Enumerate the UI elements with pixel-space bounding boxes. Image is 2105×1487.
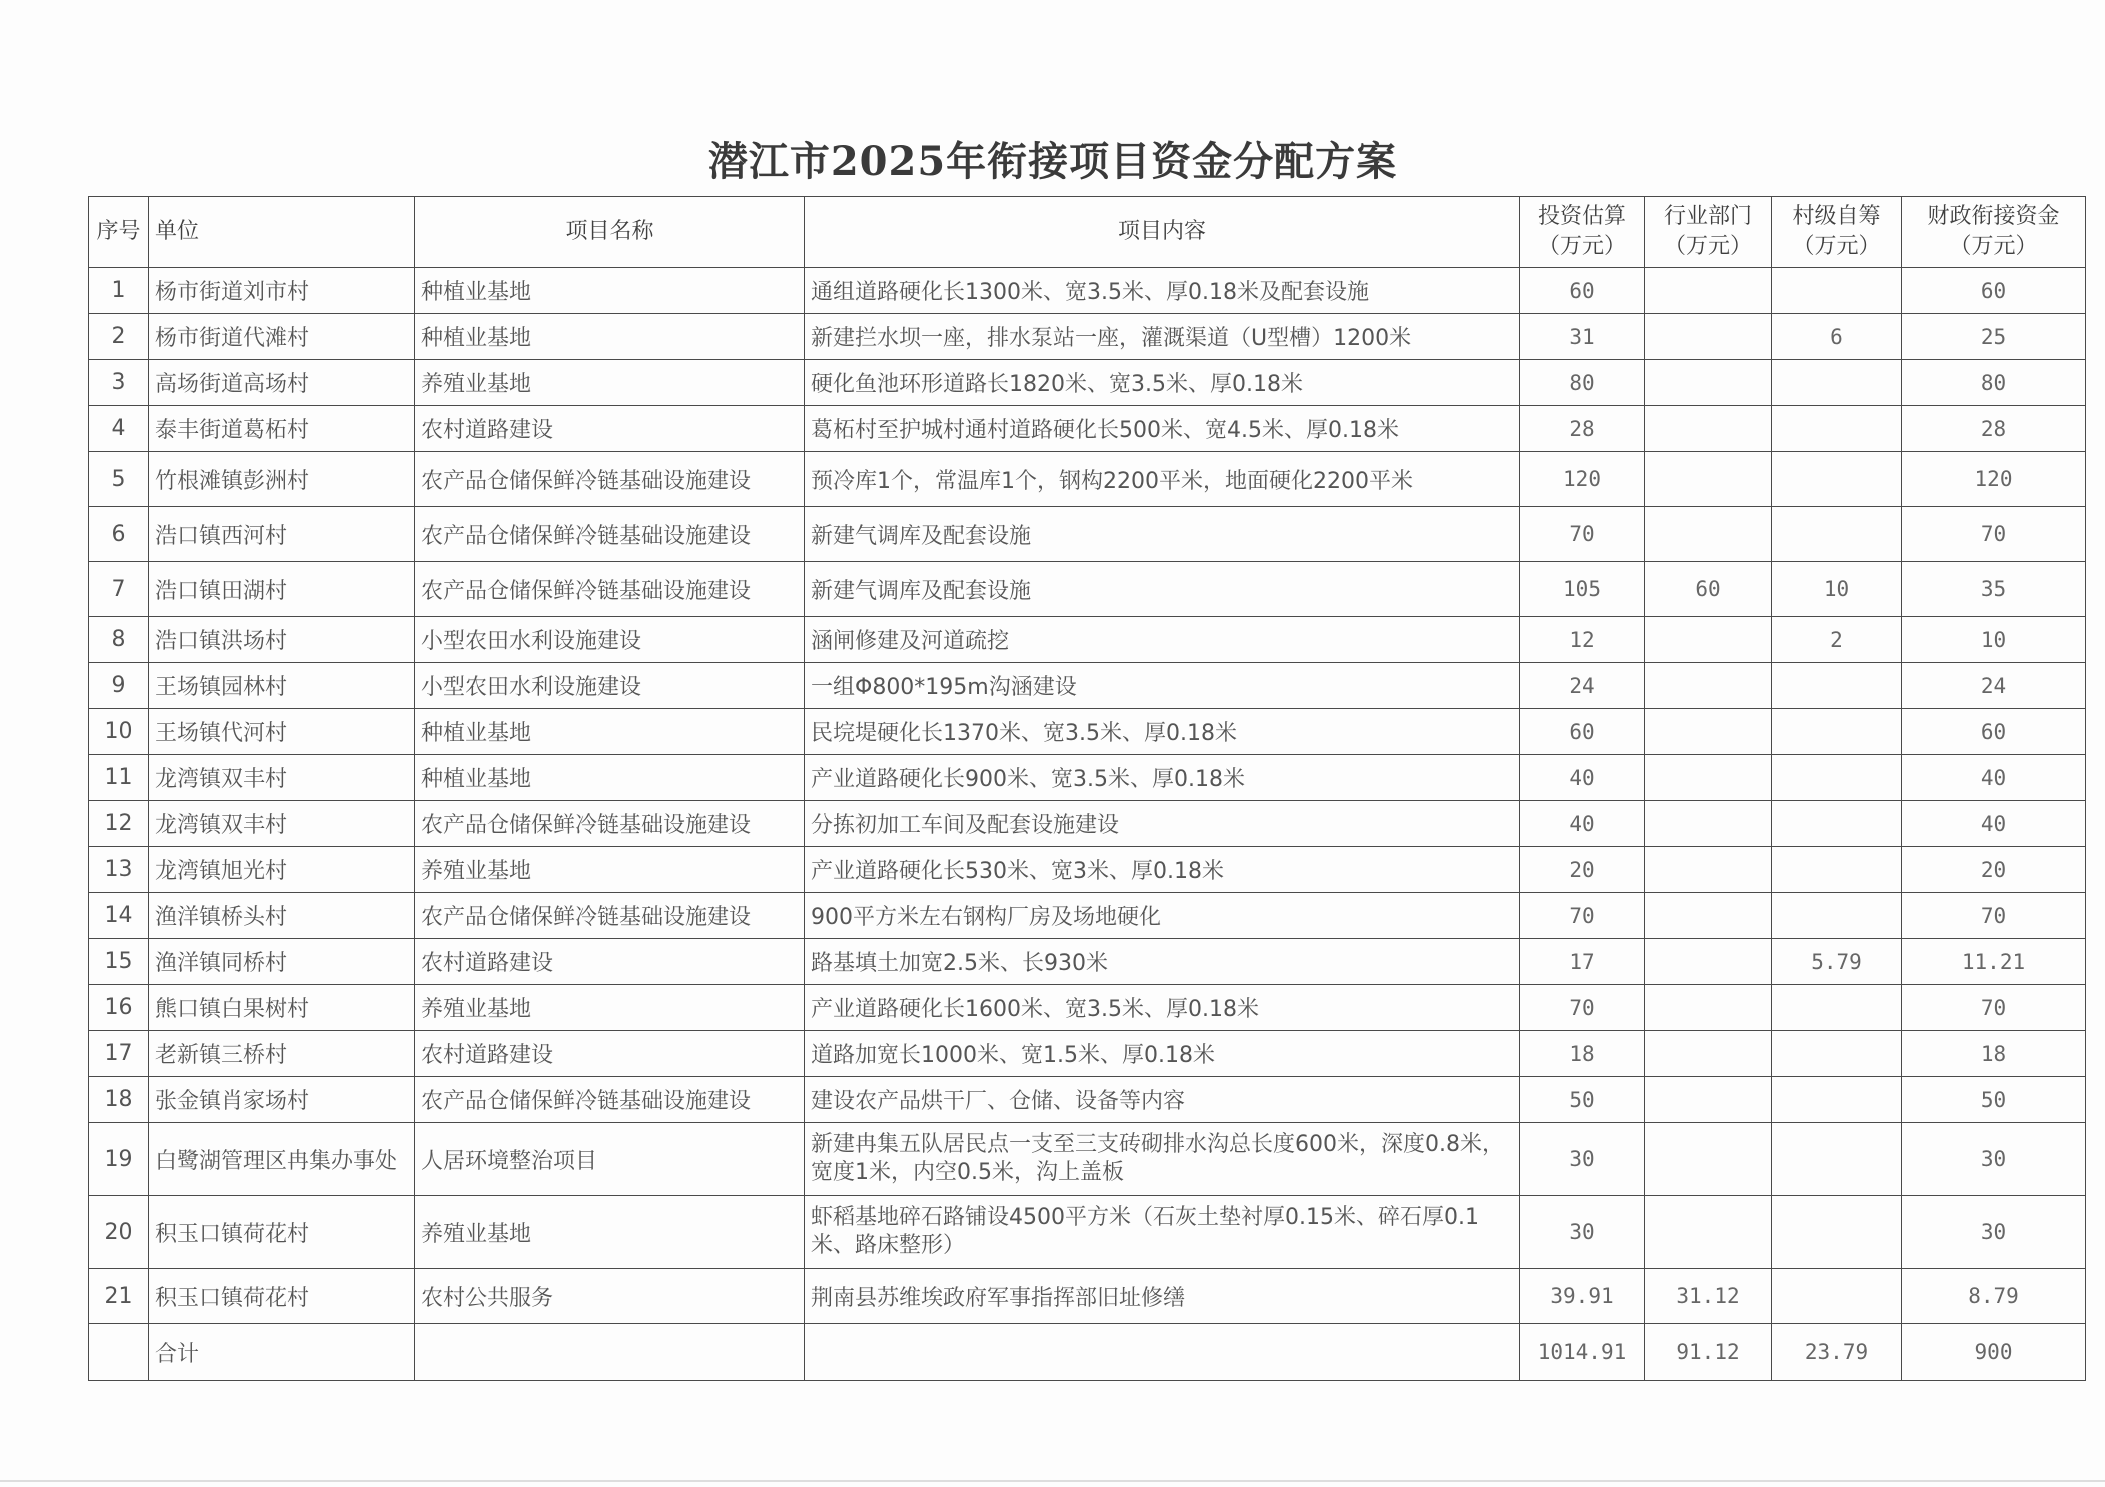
cell-index: 15 [89, 939, 149, 985]
header-unit: 单位 [149, 197, 415, 268]
cell-unit: 王场镇园林村 [149, 663, 415, 709]
cell-investment: 18 [1520, 1031, 1645, 1077]
cell-industry [1645, 268, 1772, 314]
cell-index: 21 [89, 1269, 149, 1324]
cell-index: 7 [89, 562, 149, 617]
header-investment-text: 投资估算 （万元） [1537, 204, 1626, 259]
cell-content: 900平方米左右钢构厂房及场地硬化 [805, 893, 1520, 939]
cell-content: 预冷库1个，常温库1个，钢构2200平米，地面硬化2200平米 [805, 452, 1520, 507]
cell-content: 产业道路硬化长530米、宽3米、厚0.18米 [805, 847, 1520, 893]
cell-fiscal: 70 [1902, 893, 2086, 939]
cell-index: 3 [89, 360, 149, 406]
cell-index: 11 [89, 755, 149, 801]
cell-fiscal: 11.21 [1902, 939, 2086, 985]
cell-fiscal: 20 [1902, 847, 2086, 893]
table-row [89, 360, 2086, 406]
cell-unit: 熊口镇白果树村 [149, 985, 415, 1031]
cell-industry [1645, 617, 1772, 663]
cell-industry [1645, 893, 1772, 939]
cell-investment: 105 [1520, 562, 1645, 617]
cell-unit: 浩口镇洪场村 [149, 617, 415, 663]
cell-industry [1645, 663, 1772, 709]
cell-industry [1645, 314, 1772, 360]
cell-fiscal: 30 [1902, 1123, 2086, 1196]
cell-index: 20 [89, 1196, 149, 1269]
cell-investment: 60 [1520, 268, 1645, 314]
cell-fiscal: 70 [1902, 985, 2086, 1031]
cell-fiscal: 24 [1902, 663, 2086, 709]
table-row [89, 406, 2086, 452]
cell-village [1772, 452, 1902, 507]
cell-project-name: 农产品仓储保鲜冷链基础设施建设 [415, 507, 805, 562]
cell-village [1772, 360, 1902, 406]
cell-fiscal: 60 [1902, 268, 2086, 314]
cell-project-name: 种植业基地 [415, 268, 805, 314]
cell-industry [1645, 939, 1772, 985]
cell-content: 新建拦水坝一座，排水泵站一座，灌溉渠道（U型槽）1200米 [805, 314, 1520, 360]
cell-village [1772, 406, 1902, 452]
table-row [89, 1196, 2086, 1269]
cell-fiscal: 50 [1902, 1077, 2086, 1123]
table-row [89, 663, 2086, 709]
table-header-row [89, 197, 2086, 268]
header-fiscal [1902, 197, 2086, 268]
cell-project-name: 农村道路建设 [415, 1031, 805, 1077]
table-row [89, 268, 2086, 314]
table-row [89, 314, 2086, 360]
cell-industry [1645, 406, 1772, 452]
cell-project-name: 人居环境整治项目 [415, 1123, 805, 1196]
table-row [89, 893, 2086, 939]
cell-content: 产业道路硬化长900米、宽3.5米、厚0.18米 [805, 755, 1520, 801]
cell-content: 葛柘村至护城村通村道路硬化长500米、宽4.5米、厚0.18米 [805, 406, 1520, 452]
cell-unit: 积玉口镇荷花村 [149, 1269, 415, 1324]
cell-investment: 70 [1520, 507, 1645, 562]
cell-village [1772, 1123, 1902, 1196]
header-investment [1520, 197, 1645, 268]
cell-village: 6 [1772, 314, 1902, 360]
cell-industry [1645, 452, 1772, 507]
cell-investment: 30 [1520, 1196, 1645, 1269]
cell-project-name: 农产品仓储保鲜冷链基础设施建设 [415, 452, 805, 507]
cell-project-name: 农村道路建设 [415, 939, 805, 985]
cell-project-name: 小型农田水利设施建设 [415, 663, 805, 709]
cell-village [1772, 801, 1902, 847]
cell-unit: 积玉口镇荷花村 [149, 1196, 415, 1269]
cell-fiscal: 8.79 [1902, 1269, 2086, 1324]
cell-index: 8 [89, 617, 149, 663]
cell-village [1772, 507, 1902, 562]
cell-index: 18 [89, 1077, 149, 1123]
cell-index: 12 [89, 801, 149, 847]
cell-fiscal: 30 [1902, 1196, 2086, 1269]
cell-investment: 40 [1520, 801, 1645, 847]
cell-index: 4 [89, 406, 149, 452]
cell-project-name: 小型农田水利设施建设 [415, 617, 805, 663]
cell-content: 分拣初加工车间及配套设施建设 [805, 801, 1520, 847]
cell-industry [1645, 360, 1772, 406]
cell-fiscal: 25 [1902, 314, 2086, 360]
cell-content: 新建气调库及配套设施 [805, 507, 1520, 562]
cell-investment: 28 [1520, 406, 1645, 452]
total-row [89, 1324, 2086, 1381]
header-project-name: 项目名称 [415, 197, 805, 268]
cell-content: 建设农产品烘干厂、仓储、设备等内容 [805, 1077, 1520, 1123]
table-row [89, 452, 2086, 507]
cell-unit: 龙湾镇双丰村 [149, 755, 415, 801]
cell-unit: 浩口镇田湖村 [149, 562, 415, 617]
table-row [89, 985, 2086, 1031]
header-industry [1645, 197, 1772, 268]
cell-fiscal: 18 [1902, 1031, 2086, 1077]
table-row [89, 801, 2086, 847]
cell-unit: 杨市街道代滩村 [149, 314, 415, 360]
cell-village [1772, 1031, 1902, 1077]
cell-industry [1645, 507, 1772, 562]
total-investment: 1014.91 [1520, 1324, 1645, 1381]
header-fiscal-text: 财政衔接资金 （万元） [1927, 204, 2060, 259]
cell-index: 19 [89, 1123, 149, 1196]
cell-content: 涵闸修建及河道疏挖 [805, 617, 1520, 663]
cell-village [1772, 709, 1902, 755]
cell-content: 道路加宽长1000米、宽1.5米、厚0.18米 [805, 1031, 1520, 1077]
cell-unit: 老新镇三桥村 [149, 1031, 415, 1077]
cell-index: 2 [89, 314, 149, 360]
cell-project-name-empty [415, 1324, 805, 1381]
header-industry-text: 行业部门 （万元） [1663, 204, 1752, 259]
cell-industry [1645, 1077, 1772, 1123]
cell-village [1772, 847, 1902, 893]
scan-bottom-edge [0, 1480, 2105, 1482]
table-row [89, 507, 2086, 562]
cell-industry [1645, 801, 1772, 847]
cell-investment: 50 [1520, 1077, 1645, 1123]
cell-investment: 31 [1520, 314, 1645, 360]
cell-content: 民垸堤硬化长1370米、宽3.5米、厚0.18米 [805, 709, 1520, 755]
cell-index: 17 [89, 1031, 149, 1077]
cell-index: 6 [89, 507, 149, 562]
cell-index: 16 [89, 985, 149, 1031]
cell-unit: 龙湾镇旭光村 [149, 847, 415, 893]
cell-project-name: 种植业基地 [415, 709, 805, 755]
cell-index-empty [89, 1324, 149, 1381]
cell-content: 虾稻基地碎石路铺设4500平方米（石灰土垫衬厚0.15米、碎石厚0.1米、路床整形） [805, 1196, 1520, 1269]
cell-content-empty [805, 1324, 1520, 1381]
cell-content: 新建冉集五队居民点一支至三支砖砌排水沟总长度600米，深度0.8米，宽度1米，内空0.5米，沟上盖板 [805, 1123, 1520, 1196]
cell-unit: 高场街道高场村 [149, 360, 415, 406]
cell-project-name: 农产品仓储保鲜冷链基础设施建设 [415, 562, 805, 617]
cell-investment: 120 [1520, 452, 1645, 507]
cell-index: 9 [89, 663, 149, 709]
cell-fiscal: 28 [1902, 406, 2086, 452]
header-village-text: 村级自筹 （万元） [1792, 204, 1881, 259]
cell-village [1772, 663, 1902, 709]
cell-investment: 60 [1520, 709, 1645, 755]
cell-fiscal: 10 [1902, 617, 2086, 663]
cell-content: 荆南县苏维埃政府军事指挥部旧址修缮 [805, 1269, 1520, 1324]
cell-investment: 24 [1520, 663, 1645, 709]
cell-fiscal: 70 [1902, 507, 2086, 562]
cell-investment: 80 [1520, 360, 1645, 406]
cell-content: 硬化鱼池环形道路长1820米、宽3.5米、厚0.18米 [805, 360, 1520, 406]
cell-project-name: 农产品仓储保鲜冷链基础设施建设 [415, 893, 805, 939]
cell-unit: 竹根滩镇彭洲村 [149, 452, 415, 507]
cell-industry [1645, 1031, 1772, 1077]
cell-industry [1645, 709, 1772, 755]
cell-village: 5.79 [1772, 939, 1902, 985]
table-row [89, 617, 2086, 663]
cell-fiscal: 120 [1902, 452, 2086, 507]
table-row [89, 1269, 2086, 1324]
total-fiscal: 900 [1902, 1324, 2086, 1381]
cell-content: 一组Φ800*195m沟涵建设 [805, 663, 1520, 709]
cell-unit: 泰丰街道葛柘村 [149, 406, 415, 452]
cell-village [1772, 755, 1902, 801]
cell-investment: 70 [1520, 893, 1645, 939]
cell-village [1772, 1077, 1902, 1123]
header-village [1772, 197, 1902, 268]
cell-unit: 王场镇代河村 [149, 709, 415, 755]
cell-unit: 杨市街道刘市村 [149, 268, 415, 314]
cell-unit: 渔洋镇桥头村 [149, 893, 415, 939]
table-row [89, 939, 2086, 985]
cell-content: 产业道路硬化长1600米、宽3.5米、厚0.18米 [805, 985, 1520, 1031]
cell-village: 10 [1772, 562, 1902, 617]
cell-content: 路基填土加宽2.5米、长930米 [805, 939, 1520, 985]
cell-project-name: 农村道路建设 [415, 406, 805, 452]
cell-project-name: 养殖业基地 [415, 1196, 805, 1269]
cell-index: 1 [89, 268, 149, 314]
total-industry: 91.12 [1645, 1324, 1772, 1381]
cell-unit: 渔洋镇同桥村 [149, 939, 415, 985]
cell-investment: 17 [1520, 939, 1645, 985]
header-index: 序号 [89, 197, 149, 268]
cell-industry [1645, 847, 1772, 893]
cell-unit: 白鹭湖管理区冉集办事处 [149, 1123, 415, 1196]
table-row [89, 562, 2086, 617]
cell-industry: 60 [1645, 562, 1772, 617]
total-village: 23.79 [1772, 1324, 1902, 1381]
table-row [89, 1123, 2086, 1196]
cell-fiscal: 60 [1902, 709, 2086, 755]
cell-project-name: 农村公共服务 [415, 1269, 805, 1324]
cell-industry [1645, 1196, 1772, 1269]
cell-investment: 20 [1520, 847, 1645, 893]
total-label: 合计 [149, 1324, 415, 1381]
table-row [89, 1077, 2086, 1123]
cell-investment: 70 [1520, 985, 1645, 1031]
cell-unit: 浩口镇西河村 [149, 507, 415, 562]
cell-content: 新建气调库及配套设施 [805, 562, 1520, 617]
cell-project-name: 农产品仓储保鲜冷链基础设施建设 [415, 801, 805, 847]
cell-village [1772, 1196, 1902, 1269]
cell-index: 5 [89, 452, 149, 507]
cell-village: 2 [1772, 617, 1902, 663]
table-row [89, 755, 2086, 801]
cell-industry: 31.12 [1645, 1269, 1772, 1324]
header-content: 项目内容 [805, 197, 1520, 268]
cell-unit: 张金镇肖家场村 [149, 1077, 415, 1123]
cell-industry [1645, 755, 1772, 801]
cell-fiscal: 35 [1902, 562, 2086, 617]
cell-project-name: 养殖业基地 [415, 847, 805, 893]
cell-industry [1645, 985, 1772, 1031]
cell-industry [1645, 1123, 1772, 1196]
cell-fiscal: 80 [1902, 360, 2086, 406]
cell-investment: 12 [1520, 617, 1645, 663]
cell-index: 10 [89, 709, 149, 755]
cell-investment: 30 [1520, 1123, 1645, 1196]
cell-index: 13 [89, 847, 149, 893]
cell-project-name: 种植业基地 [415, 755, 805, 801]
cell-content: 通组道路硬化长1300米、宽3.5米、厚0.18米及配套设施 [805, 268, 1520, 314]
cell-unit: 龙湾镇双丰村 [149, 801, 415, 847]
allocation-table [88, 196, 2086, 1381]
table-row [89, 709, 2086, 755]
cell-project-name: 养殖业基地 [415, 985, 805, 1031]
cell-fiscal: 40 [1902, 755, 2086, 801]
cell-village [1772, 985, 1902, 1031]
cell-project-name: 养殖业基地 [415, 360, 805, 406]
cell-village [1772, 268, 1902, 314]
document-title: 潜江市2025年衔接项目资金分配方案 [707, 138, 1398, 185]
cell-fiscal: 40 [1902, 801, 2086, 847]
cell-index: 14 [89, 893, 149, 939]
cell-investment: 40 [1520, 755, 1645, 801]
cell-project-name: 农产品仓储保鲜冷链基础设施建设 [415, 1077, 805, 1123]
cell-investment: 39.91 [1520, 1269, 1645, 1324]
cell-project-name: 种植业基地 [415, 314, 805, 360]
table-row [89, 847, 2086, 893]
cell-village [1772, 893, 1902, 939]
table-row [89, 1031, 2086, 1077]
cell-village [1772, 1269, 1902, 1324]
